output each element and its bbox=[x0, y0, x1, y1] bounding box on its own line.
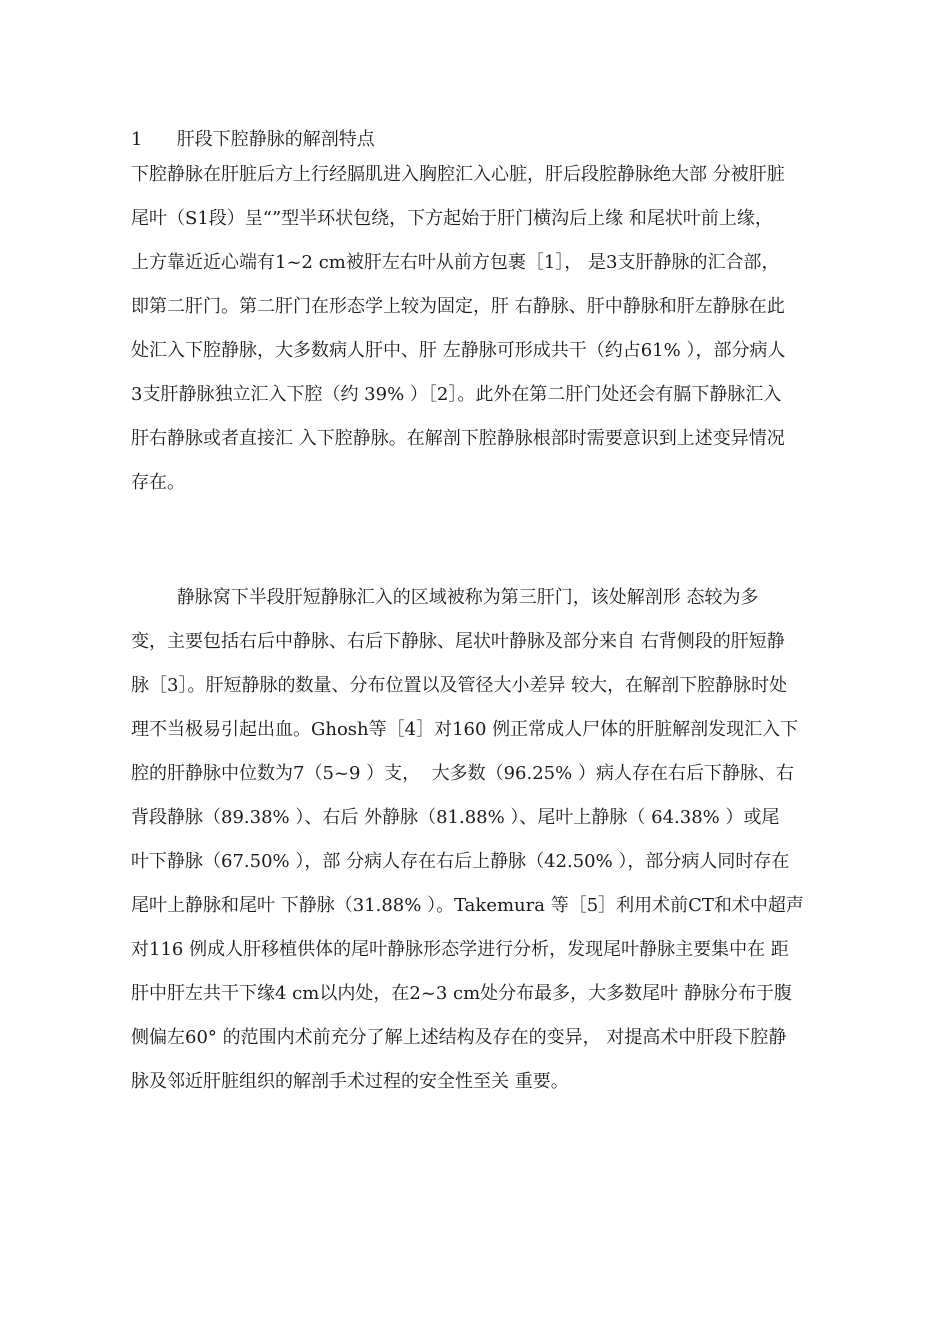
paragraph-line: 存在。 bbox=[131, 472, 185, 493]
paragraph-line: 叶下静脉（67.50% ），部 分病人存在右后上静脉（42.50% ），部分病人同时存在 bbox=[131, 851, 790, 872]
paragraph-line: 理不当极易引起出血。Ghosh等［4］对160 例正常成人尸体的肝脏解剖发现汇入下 bbox=[131, 719, 799, 740]
paragraph-line: 肝中肝左共干下缘4 cm以内处，在2~3 cm处分布最多，大多数尾叶 静脉分布于腹 bbox=[131, 983, 792, 1004]
paragraph-line: 脉及邻近肝脏组织的解剖手术过程的安全性至关 重要。 bbox=[131, 1071, 569, 1092]
paragraph-line: 对116 例成人肝移植供体的尾叶静脉形态学进行分析，发现尾叶静脉主要集中在 距 bbox=[131, 939, 789, 960]
paragraph-line: 变，主要包括右后中静脉、右后下静脉、尾状叶静脉及部分来自 右背侧段的肝短静 bbox=[131, 631, 785, 652]
paragraph-line: 脉［3］。肝短静脉的数量、分布位置以及管径大小差异 较大，在解剖下腔静脉时处 bbox=[131, 675, 788, 696]
paragraph-line: 肝右静脉或者直接汇 入下腔静脉。在解剖下腔静脉根部时需要意识到上述变异情况 bbox=[131, 428, 785, 449]
paragraph-line: 下腔静脉在肝脏后方上行经膈肌进入胸腔汇入心脏，肝后段腔静脉绝大部 分被肝脏 bbox=[131, 164, 785, 185]
section-heading: 1 肝段下腔静脉的解剖特点 bbox=[131, 129, 375, 150]
paragraph-2 bbox=[131, 576, 843, 1104]
paragraph-line: 即第二肝门。第二肝门在形态学上较为固定，肝 右静脉、肝中静脉和肝左静脉在此 bbox=[131, 296, 785, 317]
paragraph-line: 尾叶上静脉和尾叶 下静脉（31.88% ）。Takemura 等［5］利用术前CT和术中超声 bbox=[131, 895, 804, 916]
paragraph-line: 上方靠近近心端有1~2 cm被肝左右叶从前方包裹［1］， 是3支肝静脉的汇合部， bbox=[131, 252, 780, 273]
paragraph-line: 侧偏左60° 的范围内术前充分了解上述结构及存在的变异， 对提高术中肝段下腔静 bbox=[131, 1027, 787, 1048]
paragraph-line: 尾叶（S1段）呈“”型半环状包绕，下方起始于肝门横沟后上缘 和尾状叶前上缘， bbox=[131, 208, 773, 229]
paragraph-line: 静脉窝下半段肝短静脉汇入的区域被称为第三肝门，该处解剖形 态较为多 bbox=[131, 587, 759, 608]
paragraph-line: 背段静脉（89.38% ）、右后 外静脉（81.88% ）、尾叶上静脉（ 64.38% ）或尾 bbox=[131, 807, 780, 828]
paragraph-line: 3支肝静脉独立汇入下腔（约 39% ）［2］。此外在第二肝门处还会有膈下静脉汇入 bbox=[131, 384, 782, 405]
paragraph-1 bbox=[131, 153, 843, 505]
paragraph-line: 处汇入下腔静脉，大多数病人肝中、肝 左静脉可形成共干（约占61% ），部分病人 bbox=[131, 340, 786, 361]
paragraph-line: 腔的肝静脉中位数为7（5~9 ）支， 大多数（96.25% ）病人存在右后下静脉、右 bbox=[131, 763, 794, 784]
